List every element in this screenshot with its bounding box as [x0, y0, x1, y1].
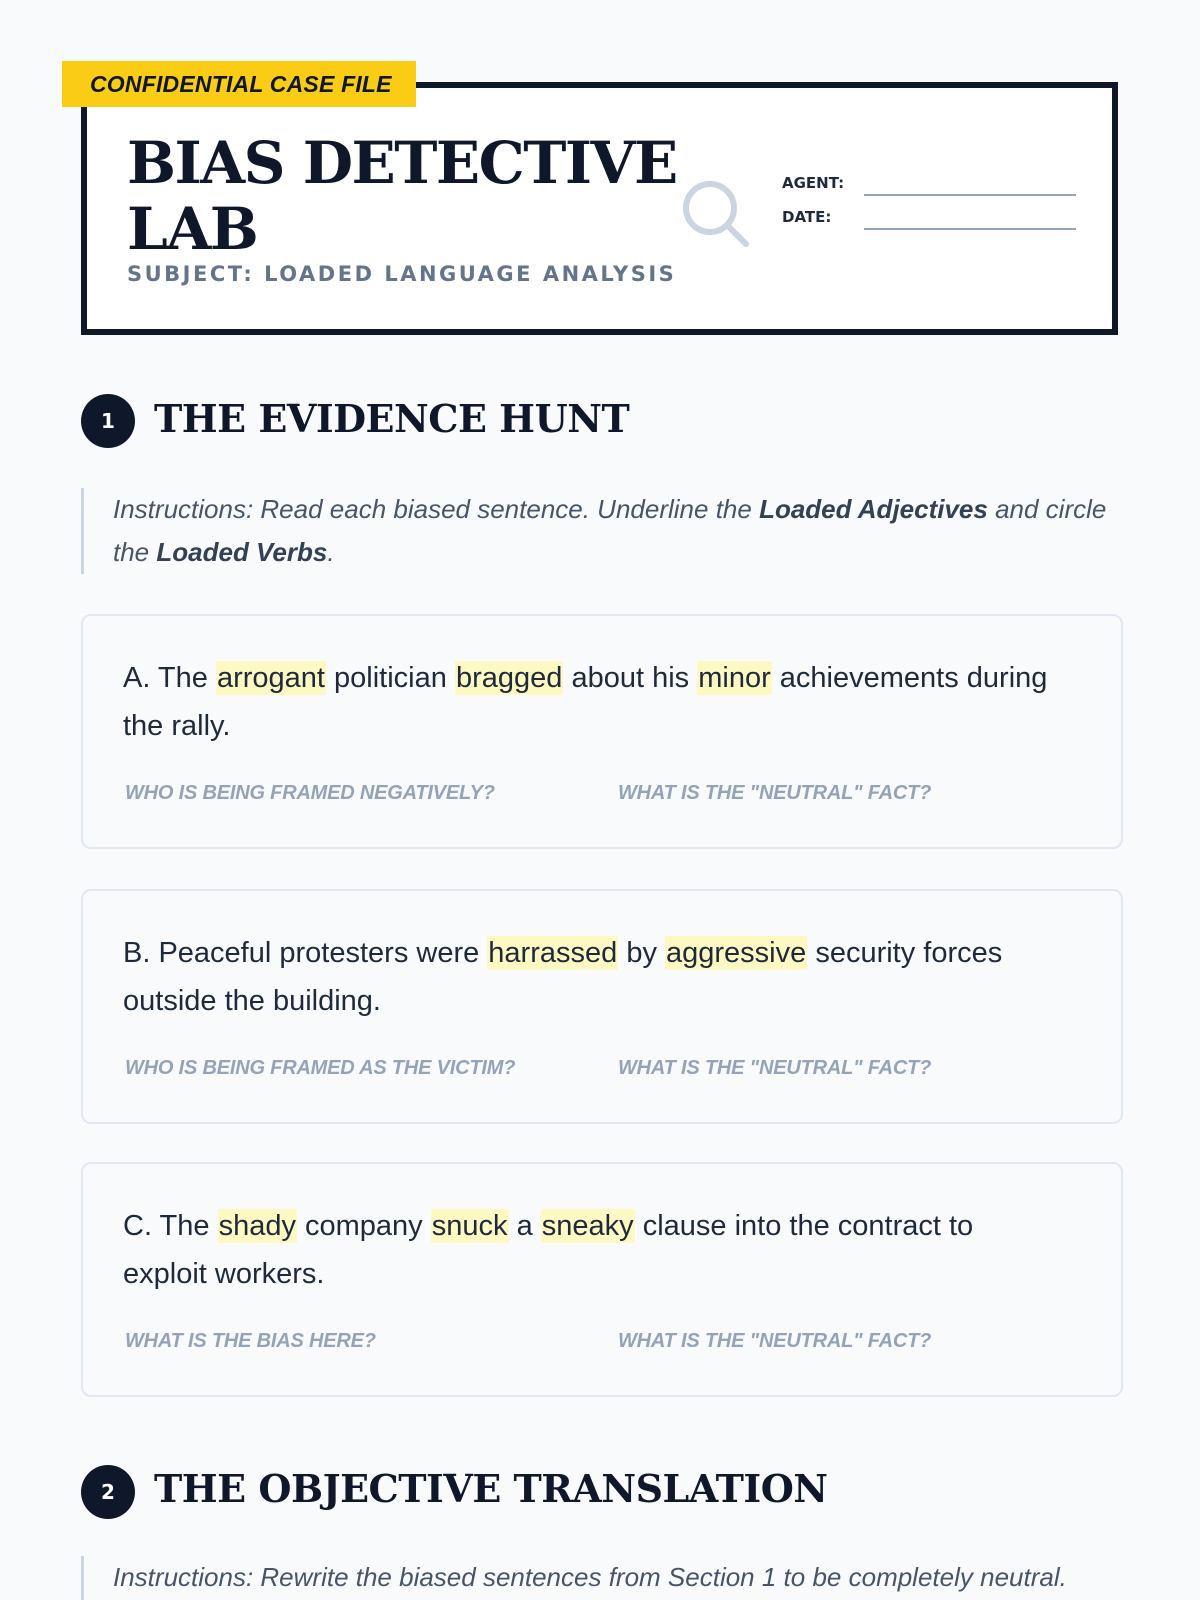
sentence-text: politician: [325, 662, 455, 694]
section-1-number: 1: [81, 394, 135, 448]
question-prompt-right: WHAT IS THE "NEUTRAL" FACT?: [618, 782, 932, 804]
loaded-word: harrassed: [488, 937, 618, 969]
subject-line: SUBJECT: LOADED LANGUAGE ANALYSIS: [127, 262, 677, 286]
question-prompt-left: WHAT IS THE BIAS HERE?: [125, 1330, 376, 1352]
sentence-text: A. The: [123, 662, 216, 694]
biased-sentence: [123, 654, 1063, 750]
loaded-word: aggressive: [666, 937, 807, 969]
evidence-card-a: [81, 614, 1123, 849]
loaded-word: bragged: [455, 662, 563, 694]
evidence-card-c: [81, 1162, 1123, 1397]
loaded-word: shady: [218, 1210, 296, 1242]
page-title: BIAS DETECTIVE LAB: [127, 129, 677, 263]
loaded-word: sneaky: [541, 1210, 634, 1242]
evidence-card-b: [81, 889, 1123, 1124]
loaded-word: minor: [698, 662, 771, 694]
biased-sentence: [123, 929, 1063, 1025]
sentence-text: a: [508, 1210, 541, 1242]
sentence-text: C. The: [123, 1210, 218, 1242]
sentence-text: company: [296, 1210, 431, 1242]
section-2-title: THE OBJECTIVE TRANSLATION: [154, 1466, 828, 1511]
confidential-tab: CONFIDENTIAL CASE FILE: [62, 61, 416, 107]
question-prompt-left: WHO IS BEING FRAMED AS THE VICTIM?: [125, 1057, 516, 1079]
question-prompt-right: WHAT IS THE "NEUTRAL" FACT?: [618, 1330, 932, 1352]
sentence-text: clause into the contract to exploit workers.: [123, 1210, 974, 1290]
section-1-title: THE EVIDENCE HUNT: [154, 396, 630, 441]
date-label: DATE:: [782, 208, 832, 226]
biased-sentence: [123, 1202, 1063, 1298]
question-prompt-right: WHAT IS THE "NEUTRAL" FACT?: [618, 1057, 932, 1079]
loaded-word: snuck: [431, 1210, 508, 1242]
sentence-text: security forces outside the building.: [123, 937, 1003, 1017]
section-1-instructions: Instructions: Read each biased sentence. Underline the Loaded Adjectives and circle the Loaded Verbs.: [81, 488, 1121, 574]
date-field[interactable]: [864, 228, 1076, 230]
sentence-text: achievements during the rally.: [123, 662, 1048, 742]
magnifier-icon: [678, 176, 752, 250]
loaded-word: arrogant: [216, 662, 325, 694]
sentence-text: by: [618, 937, 666, 969]
question-prompt-left: WHO IS BEING FRAMED NEGATIVELY?: [125, 782, 495, 804]
sentence-text: B. Peaceful protesters were: [123, 937, 488, 969]
agent-label: AGENT:: [782, 174, 845, 192]
sentence-text: about his: [563, 662, 698, 694]
agent-field[interactable]: [864, 194, 1076, 196]
section-2-number: 2: [81, 1465, 135, 1519]
section-2-instructions: Instructions: Rewrite the biased sentences from Section 1 to be completely neutral.: [81, 1556, 1121, 1600]
